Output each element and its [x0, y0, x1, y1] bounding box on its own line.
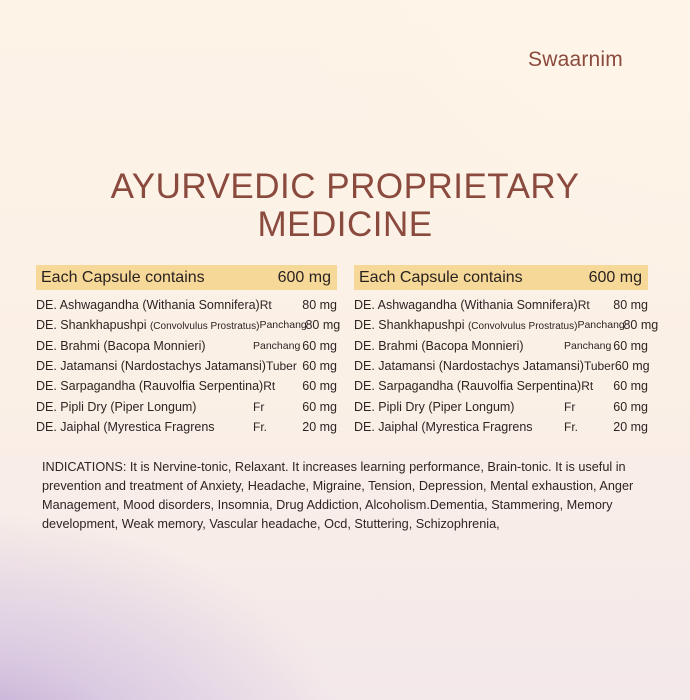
- ingredient-part: Rt: [577, 298, 590, 313]
- header-label: Each Capsule contains: [359, 268, 523, 286]
- ingredient-dose: 60 mg: [613, 399, 648, 414]
- ingredient-name: DE. Jatamansi (Nardostachys Jatamansi): [354, 359, 584, 374]
- ingredient-name: DE. Sarpagandha (Rauvolfia Serpentina): [36, 379, 264, 394]
- ingredient-part: Panchang: [564, 339, 612, 352]
- ingredient-dose: 60 mg: [613, 379, 648, 394]
- ingredient-row: [36, 315, 341, 335]
- ingredient-list: [36, 295, 341, 437]
- header-dose: 600 mg: [588, 268, 642, 286]
- ingredient-part: Tuber: [265, 359, 297, 374]
- ingredient-dose: 80 mg: [302, 298, 337, 313]
- ingredient-part: Rt: [263, 379, 276, 394]
- ingredient-row: [354, 336, 648, 356]
- ingredient-name: DE. Ashwagandha (Withania Somnifera): [354, 298, 578, 313]
- page-title: [0, 168, 690, 244]
- ingredient-part: Panchang: [577, 319, 625, 332]
- composition-header: [36, 265, 337, 290]
- ingredient-row: [354, 396, 648, 416]
- ingredient-dose: 60 mg: [613, 338, 648, 353]
- composition-header: [354, 265, 648, 290]
- ingredient-dose: 80 mg: [623, 318, 659, 333]
- ingredient-name: DE. Sarpagandha (Rauvolfia Serpentina): [354, 379, 582, 394]
- ingredient-name: DE. Jaiphal (Myrestica Fragrens: [36, 419, 215, 434]
- ingredient-name: [354, 318, 577, 332]
- ingredient-part: Fr.: [253, 419, 267, 434]
- title-line-2: MEDICINE: [257, 205, 433, 244]
- title-line-1: AYURVEDIC PROPRIETARY: [110, 167, 580, 206]
- ingredient-row: [354, 356, 648, 376]
- ingredient-name: DE. Jatamansi (Nardostachys Jatamansi): [36, 359, 266, 374]
- ingredient-part: Fr: [564, 399, 576, 414]
- ingredient-name: [36, 318, 259, 332]
- ingredient-row: [36, 376, 337, 396]
- ingredient-row: [36, 295, 337, 315]
- ingredient-part: Fr.: [564, 419, 578, 434]
- ingredient-dose: 80 mg: [305, 318, 341, 333]
- ingredient-dose: 20 mg: [613, 419, 648, 434]
- composition-panel-right: [354, 265, 659, 437]
- ingredient-dose: 60 mg: [614, 359, 650, 374]
- ingredient-name-main: DE. Shankhapushpi: [36, 318, 150, 333]
- ingredient-dose: 60 mg: [302, 399, 337, 414]
- ingredient-name: DE. Pipli Dry (Piper Longum): [36, 399, 197, 414]
- ingredient-latin-name: (Convolvulus Prostratus): [467, 321, 578, 333]
- ingredient-row: [36, 396, 337, 416]
- ingredient-name: DE. Brahmi (Bacopa Monnieri): [36, 338, 206, 353]
- ingredient-latin-name: (Convolvulus Prostratus): [149, 321, 260, 333]
- ingredient-name-main: DE. Shankhapushpi: [354, 318, 468, 333]
- composition-panel-left: [36, 265, 341, 437]
- ingredient-name: DE. Ashwagandha (Withania Somnifera): [36, 298, 260, 313]
- ingredient-row: [36, 356, 337, 376]
- ingredient-name: DE. Pipli Dry (Piper Longum): [354, 399, 515, 414]
- ingredient-row: [36, 336, 337, 356]
- ingredient-part: Tuber: [583, 359, 615, 374]
- ingredient-part: Rt: [581, 379, 594, 394]
- ingredient-row: [36, 417, 337, 437]
- brand-logo-text: Swaarnim: [528, 48, 623, 71]
- ingredient-row: [354, 295, 648, 315]
- ingredient-row: [354, 315, 659, 335]
- ingredient-row: [354, 376, 648, 396]
- header-label: Each Capsule contains: [41, 268, 205, 286]
- ingredient-part: Rt: [259, 298, 272, 313]
- ingredient-dose: 60 mg: [302, 359, 337, 374]
- ingredient-dose: 80 mg: [613, 298, 648, 313]
- ingredient-part: Panchang: [253, 339, 301, 352]
- ingredient-dose: 20 mg: [302, 419, 337, 434]
- indications-text: INDICATIONS: It is Nervine-tonic, Relaxant. It increases learning performance, Brain-tonic. It is useful in prevention and treatment of Anxiety, Headache, Migraine, Tension, Depression, Mental exhaustion, Anger Management, Mood disorders, Insomnia, Drug Addiction, Alcoholism.Dementia, Stammering, Memory development, Weak memory, Vascular headache, Ocd, Stuttering, Schizophrenia,: [42, 460, 634, 531]
- ingredient-part: Fr: [253, 399, 265, 414]
- ingredient-name: DE. Brahmi (Bacopa Monnieri): [354, 338, 524, 353]
- header-dose: 600 mg: [277, 268, 331, 286]
- ingredient-row: [354, 417, 648, 437]
- ingredient-part: Panchang: [259, 319, 307, 332]
- ingredient-dose: 60 mg: [302, 338, 337, 353]
- ingredient-list: [354, 295, 659, 437]
- ingredient-dose: 60 mg: [302, 379, 337, 394]
- ingredient-name: DE. Jaiphal (Myrestica Fragrens: [354, 419, 533, 434]
